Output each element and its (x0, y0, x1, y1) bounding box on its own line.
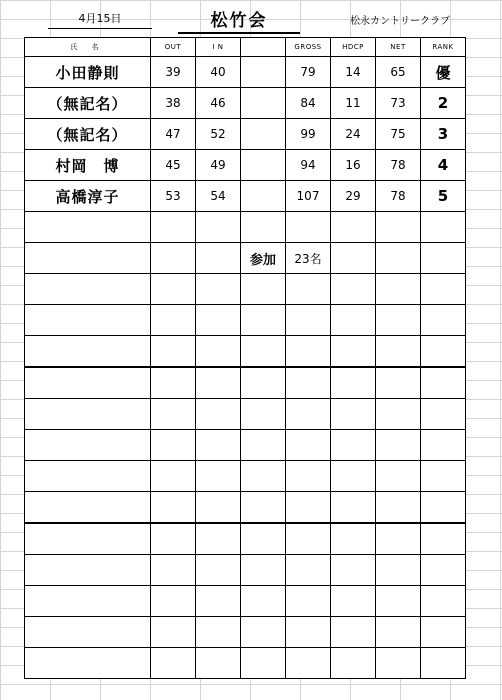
in-score: 49 (196, 150, 241, 181)
blank-cell (241, 119, 286, 150)
hdcp-value: 14 (331, 57, 376, 88)
rank-value: 5 (421, 181, 466, 212)
col-header-blank (241, 38, 286, 57)
hdcp-value: 11 (331, 88, 376, 119)
rank-value: 優 (421, 57, 466, 88)
empty-row (25, 586, 466, 617)
header-row (25, 38, 466, 57)
player-name: 村岡 博 (25, 150, 151, 181)
participants-row (25, 243, 466, 274)
empty-row (25, 461, 466, 492)
empty-row (25, 523, 466, 555)
gross-score: 84 (286, 88, 331, 119)
col-header-net: NET (376, 38, 421, 57)
out-score: 38 (151, 88, 196, 119)
blank-cell (241, 57, 286, 88)
net-score: 78 (376, 150, 421, 181)
table-row (25, 181, 466, 212)
page-title: 松竹会 (178, 6, 300, 34)
club-name: 松永カントリークラブ (350, 16, 450, 27)
empty-row (25, 305, 466, 336)
out-score: 39 (151, 57, 196, 88)
empty-row (25, 617, 466, 648)
net-score: 73 (376, 88, 421, 119)
in-score: 40 (196, 57, 241, 88)
blank-cell (241, 88, 286, 119)
player-name: 高橋淳子 (25, 181, 151, 212)
net-score: 78 (376, 181, 421, 212)
date-label: 4月15日 (48, 10, 152, 29)
table-row (25, 119, 466, 150)
rank-value: 4 (421, 150, 466, 181)
gross-score: 99 (286, 119, 331, 150)
rank-value: 3 (421, 119, 466, 150)
in-score: 46 (196, 88, 241, 119)
score-table (24, 37, 466, 679)
out-score: 45 (151, 150, 196, 181)
empty-row (25, 492, 466, 524)
in-score: 54 (196, 181, 241, 212)
gross-score: 79 (286, 57, 331, 88)
col-header-in: I N (196, 38, 241, 57)
gross-score: 107 (286, 181, 331, 212)
hdcp-value: 24 (331, 119, 376, 150)
out-score: 47 (151, 119, 196, 150)
col-header-rank: RANK (421, 38, 466, 57)
empty-row (25, 555, 466, 586)
table-row (25, 57, 466, 88)
player-name: 小田静則 (25, 57, 151, 88)
empty-row (25, 336, 466, 368)
hdcp-value: 16 (331, 150, 376, 181)
table-row (25, 150, 466, 181)
empty-row (25, 274, 466, 305)
participants-count: 23名 (286, 243, 331, 274)
in-score: 52 (196, 119, 241, 150)
participants-label: 参加 (241, 243, 286, 274)
net-score: 75 (376, 119, 421, 150)
player-name: （無記名） (25, 119, 151, 150)
col-header-gross: GROSS (286, 38, 331, 57)
col-header-out: OUT (151, 38, 196, 57)
blank-cell (241, 181, 286, 212)
blank-cell (241, 150, 286, 181)
empty-row (25, 367, 466, 399)
col-header-name: 氏 名 (25, 38, 151, 57)
rank-value: 2 (421, 88, 466, 119)
out-score: 53 (151, 181, 196, 212)
gross-score: 94 (286, 150, 331, 181)
empty-row (25, 212, 466, 243)
empty-row (25, 648, 466, 679)
player-name: （無記名） (25, 88, 151, 119)
col-header-hdcp: HDCP (331, 38, 376, 57)
net-score: 65 (376, 57, 421, 88)
table-row (25, 88, 466, 119)
empty-row (25, 399, 466, 430)
hdcp-value: 29 (331, 181, 376, 212)
empty-row (25, 430, 466, 461)
